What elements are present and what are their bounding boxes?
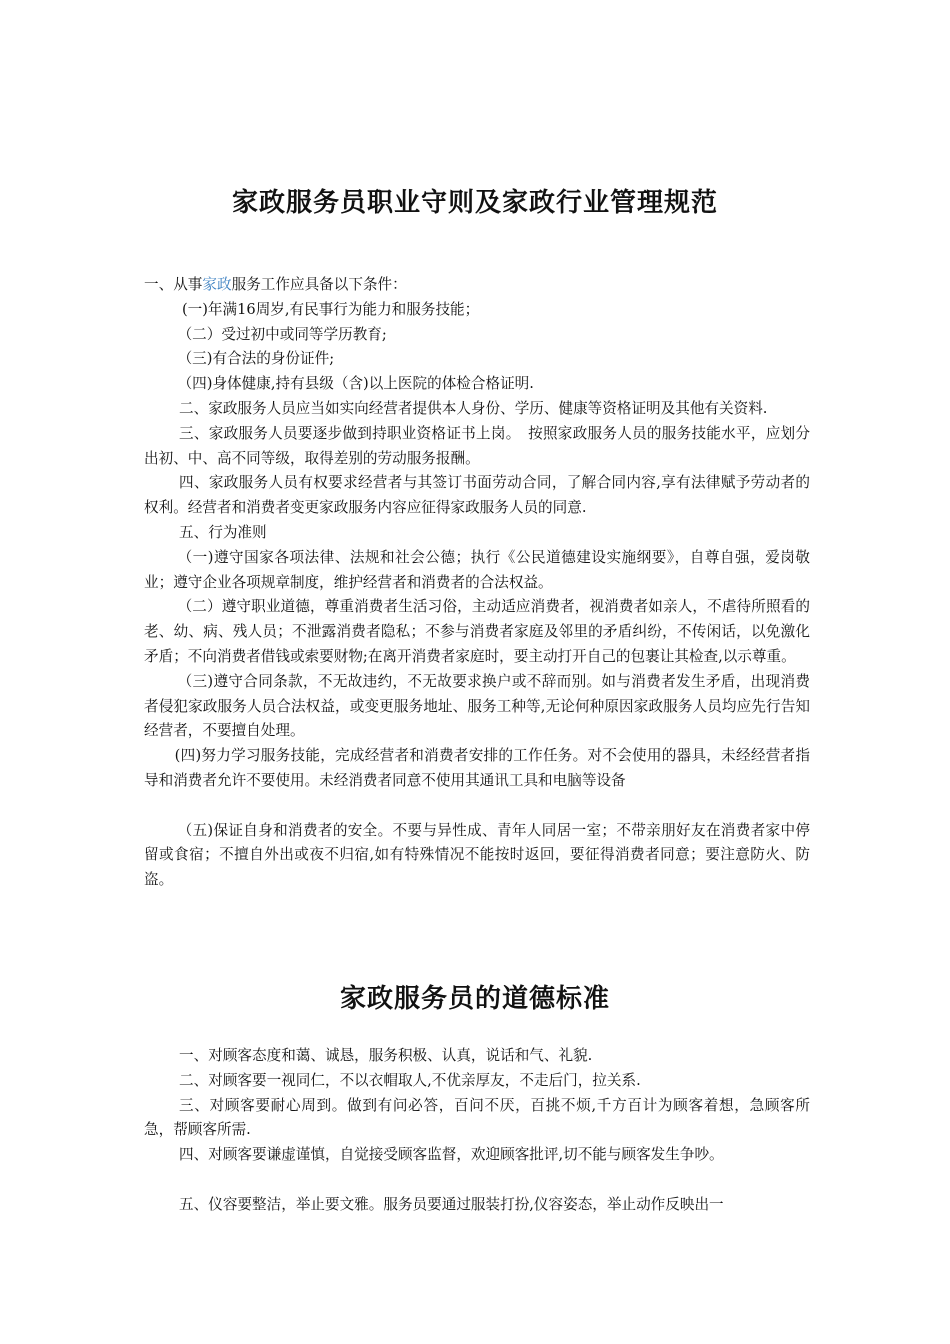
- ethics-item-2: 二、对顾客要一视同仁，不以衣帽取人,不优亲厚友，不走后门，拉关系.: [179, 1071, 641, 1089]
- paragraph-8: 四、家政服务人员有权要求经营者与其签订书面劳动合同，了解合同内容,享有法律赋予劳动者的权利。经营者和消费者变更家政服务内容应征得家政服务人员的同意.: [144, 474, 810, 517]
- paragraph-12: （三)遵守合同条款，不无故违约，不无故要求换户或不辞而别。如与消费者发生矛盾，出现消费者侵犯家政服务人员合法权益，或变更服务地址、服务工种等,无论何种原因家政服务人员均应先行告知经营者，不要擅自处理。: [144, 672, 810, 740]
- paragraph-14: （五)保证自身和消费者的安全。不要与异性成、青年人同居一室；不带亲朋好友在消费者家中停留或食宿；不擅自外出或夜不归宿,如有特殊情况不能按时返回，要征得消费者同意；要注意防火、防盗。: [144, 821, 810, 889]
- paragraph-1: [144, 273, 810, 298]
- paragraph-10: （一)遵守国家各项法律、法规和社会公德；执行《公民道德建设实施纲要》，自尊自强，爱岗敬业；遵守企业各项规章制度，维护经营者和消费者的合法权益。: [144, 548, 810, 591]
- ethics-item-5: 五、仪容要整洁，举止要文雅。服务员要通过服装打扮,仪容姿态，举止动作反映出一: [179, 1195, 724, 1213]
- paragraph-7: 三、家政服务人员要逐步做到持职业资格证书上岗。 按照家政服务人员的服务技能水平，应划分出初、中、高不同等级，取得差别的劳动服务报酬。: [144, 424, 810, 467]
- paragraph-9: 五、行为准则: [179, 523, 267, 541]
- paragraph-13: (四)努力学习服务技能，完成经营者和消费者安排的工作任务。对不会使用的器具，未经经营者指导和消费者允许不要使用。未经消费者同意不使用其通讯工具和电脑等设备: [144, 747, 810, 789]
- paragraph-1-prefix: 一、从事: [144, 276, 203, 293]
- paragraph-4: （三)有合法的身份证件;: [177, 350, 335, 368]
- paragraph-3: （二）受过初中或同等学历教育;: [177, 325, 387, 343]
- spacer: [144, 794, 810, 819]
- paragraph-2: (一)年满16周岁,有民事行为能力和服务技能；: [181, 300, 480, 318]
- paragraph-6: 二、家政服务人员应当如实向经营者提供本人身份、学历、健康等资格证明及其他有关资料.: [179, 399, 768, 417]
- jiazheng-link[interactable]: 家政: [202, 276, 232, 293]
- paragraph-11: （二）遵守职业道德，尊重消费者生活习俗，主动适应消费者，视消费者如亲人，不虐待所照看的老、幼、病、残人员；不泄露消费者隐私；不参与消费者家庭及邻里的矛盾纠纷，不传闲话，以免激化矛盾；不向消费者借钱或索要财物;在离开消费者家庭时，要主动打开自己的包裹让其检查,以示尊重。: [144, 598, 810, 665]
- ethics-item-3: 三、对顾客要耐心周到。做到有问必答，百问不厌，百挑不烦,千方百计为顾客着想，急顾客所急，帮顾客所需.: [144, 1096, 810, 1139]
- section-ethics: [144, 1044, 810, 1218]
- paragraph-5: （四)身体健康,持有县级（含)以上医院的体检合格证明.: [177, 375, 534, 393]
- ethics-item-1: 一、对顾客态度和蔼、诚恳，服务积极、认真，说话和气、礼貌.: [179, 1047, 593, 1064]
- document-title: 家政服务员职业守则及家政行业管理规范: [231, 188, 718, 218]
- spacer: [144, 1168, 810, 1193]
- ethics-item-4: 四、对顾客要谦虚谨慎，自觉接受顾客监督，欢迎顾客批评,切不能与顾客发生争吵。: [179, 1146, 724, 1164]
- section-title-ethics: 家政服务员的道德标准: [339, 984, 610, 1014]
- paragraph-1-suffix: 服务工作应具备以下条件：: [231, 276, 407, 293]
- section-requirements: [144, 273, 810, 893]
